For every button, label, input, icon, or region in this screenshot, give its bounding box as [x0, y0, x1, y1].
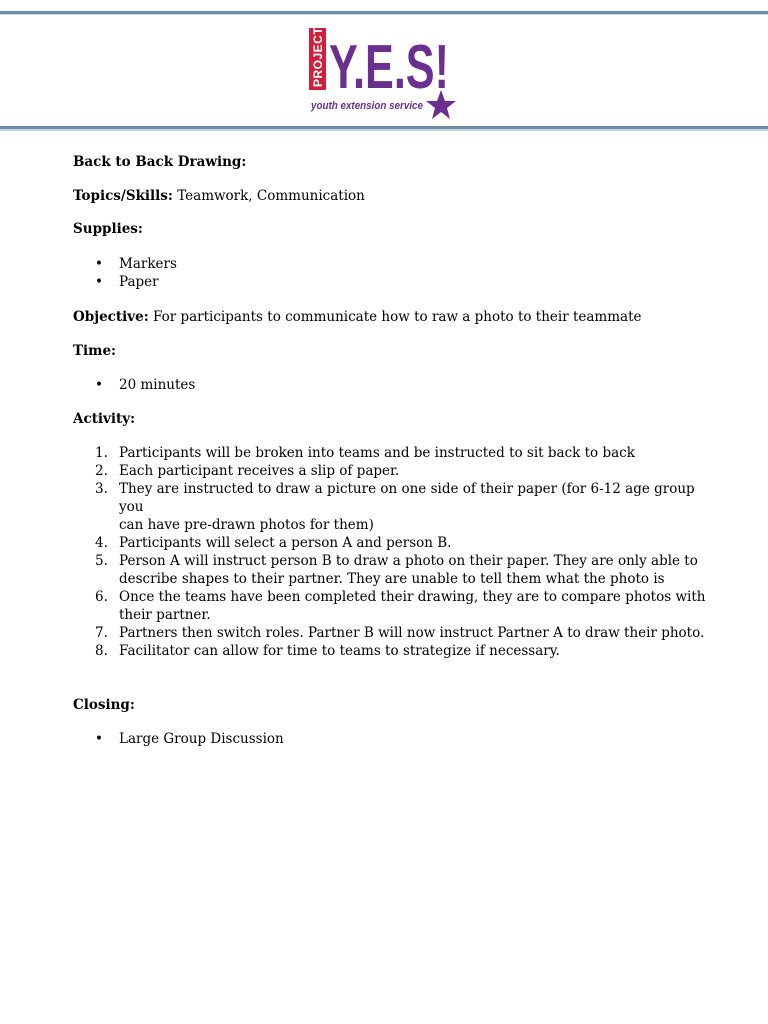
step-text: Participants will be broken into teams and be instructed to sit back to back: [119, 445, 635, 461]
list-item: [73, 255, 177, 273]
activity-step: [73, 588, 713, 624]
logo-wordmark: Y.E.S!: [329, 33, 449, 102]
activity-steps: [73, 444, 713, 660]
bullet-icon: •: [95, 256, 103, 272]
header-rule-bottom-shadow: [0, 129, 768, 131]
activity-step: [73, 552, 713, 588]
supply-item: Markers: [119, 256, 177, 272]
bullet-icon: •: [95, 731, 103, 747]
activity-step: [73, 534, 713, 552]
step-number: 2.: [95, 463, 108, 479]
step-text: can have pre-drawn photos for them): [119, 517, 374, 533]
logo-tagline: youth extension service: [310, 100, 423, 112]
activity-step: [73, 462, 713, 480]
supplies-list: [73, 255, 177, 291]
step-text: their partner.: [119, 607, 211, 623]
step-text: Facilitator can allow for time to teams to strategize if necessary.: [119, 643, 560, 659]
closing-heading: Closing:: [73, 697, 135, 713]
step-text: They are instructed to draw a picture on one side of their paper (for 6-12 age group you: [119, 481, 695, 515]
time-list: [73, 376, 195, 394]
list-item: [73, 376, 195, 394]
activity-heading: Activity:: [73, 411, 136, 427]
header-rule-top-shadow: [0, 14, 768, 15]
time-item: 20 minutes: [119, 377, 196, 393]
topics-value: Teamwork, Communication: [172, 188, 365, 204]
list-item: [73, 273, 177, 291]
step-text: Partners then switch roles. Partner B will now instruct Partner A to draw their photo.: [119, 625, 705, 641]
step-number: 8.: [95, 643, 108, 659]
step-number: 3.: [95, 481, 108, 497]
activity-step: [73, 624, 713, 642]
step-number: 7.: [95, 625, 108, 641]
supply-item: Paper: [119, 274, 159, 290]
bullet-icon: •: [95, 377, 103, 393]
activity-step: [73, 444, 713, 462]
step-number: 6.: [95, 589, 108, 605]
step-text: Each participant receives a slip of paper.: [119, 463, 400, 479]
activity-step: [73, 480, 713, 534]
topics-line: [73, 187, 365, 205]
logo-project-text: PROJECT: [311, 26, 325, 87]
closing-list: [73, 730, 284, 748]
activity-step: [73, 642, 713, 660]
activity-title: Back to Back Drawing:: [73, 154, 247, 170]
step-number: 5.: [95, 553, 108, 569]
step-text: Once the teams have been completed their drawing, they are to compare photos with: [119, 589, 706, 605]
step-number: 4.: [95, 535, 108, 551]
list-item: [73, 730, 284, 748]
step-text: Participants will select a person A and person B.: [119, 535, 452, 551]
objective-label: Objective:: [73, 309, 149, 325]
step-number: 1.: [95, 445, 108, 461]
project-yes-logo: [309, 24, 459, 122]
closing-item: Large Group Discussion: [119, 731, 284, 747]
time-heading: Time:: [73, 343, 117, 359]
bullet-icon: •: [95, 274, 103, 290]
topics-label: Topics/Skills:: [73, 188, 173, 204]
step-text: describe shapes to their partner. They are unable to tell them what the photo is: [119, 571, 665, 587]
step-text: Person A will instruct person B to draw a photo on their paper. They are only able to: [119, 553, 698, 569]
supplies-heading: Supplies:: [73, 221, 143, 237]
objective-line: [73, 308, 641, 326]
objective-value: For participants to communicate how to raw a photo to their teammate: [148, 309, 642, 325]
